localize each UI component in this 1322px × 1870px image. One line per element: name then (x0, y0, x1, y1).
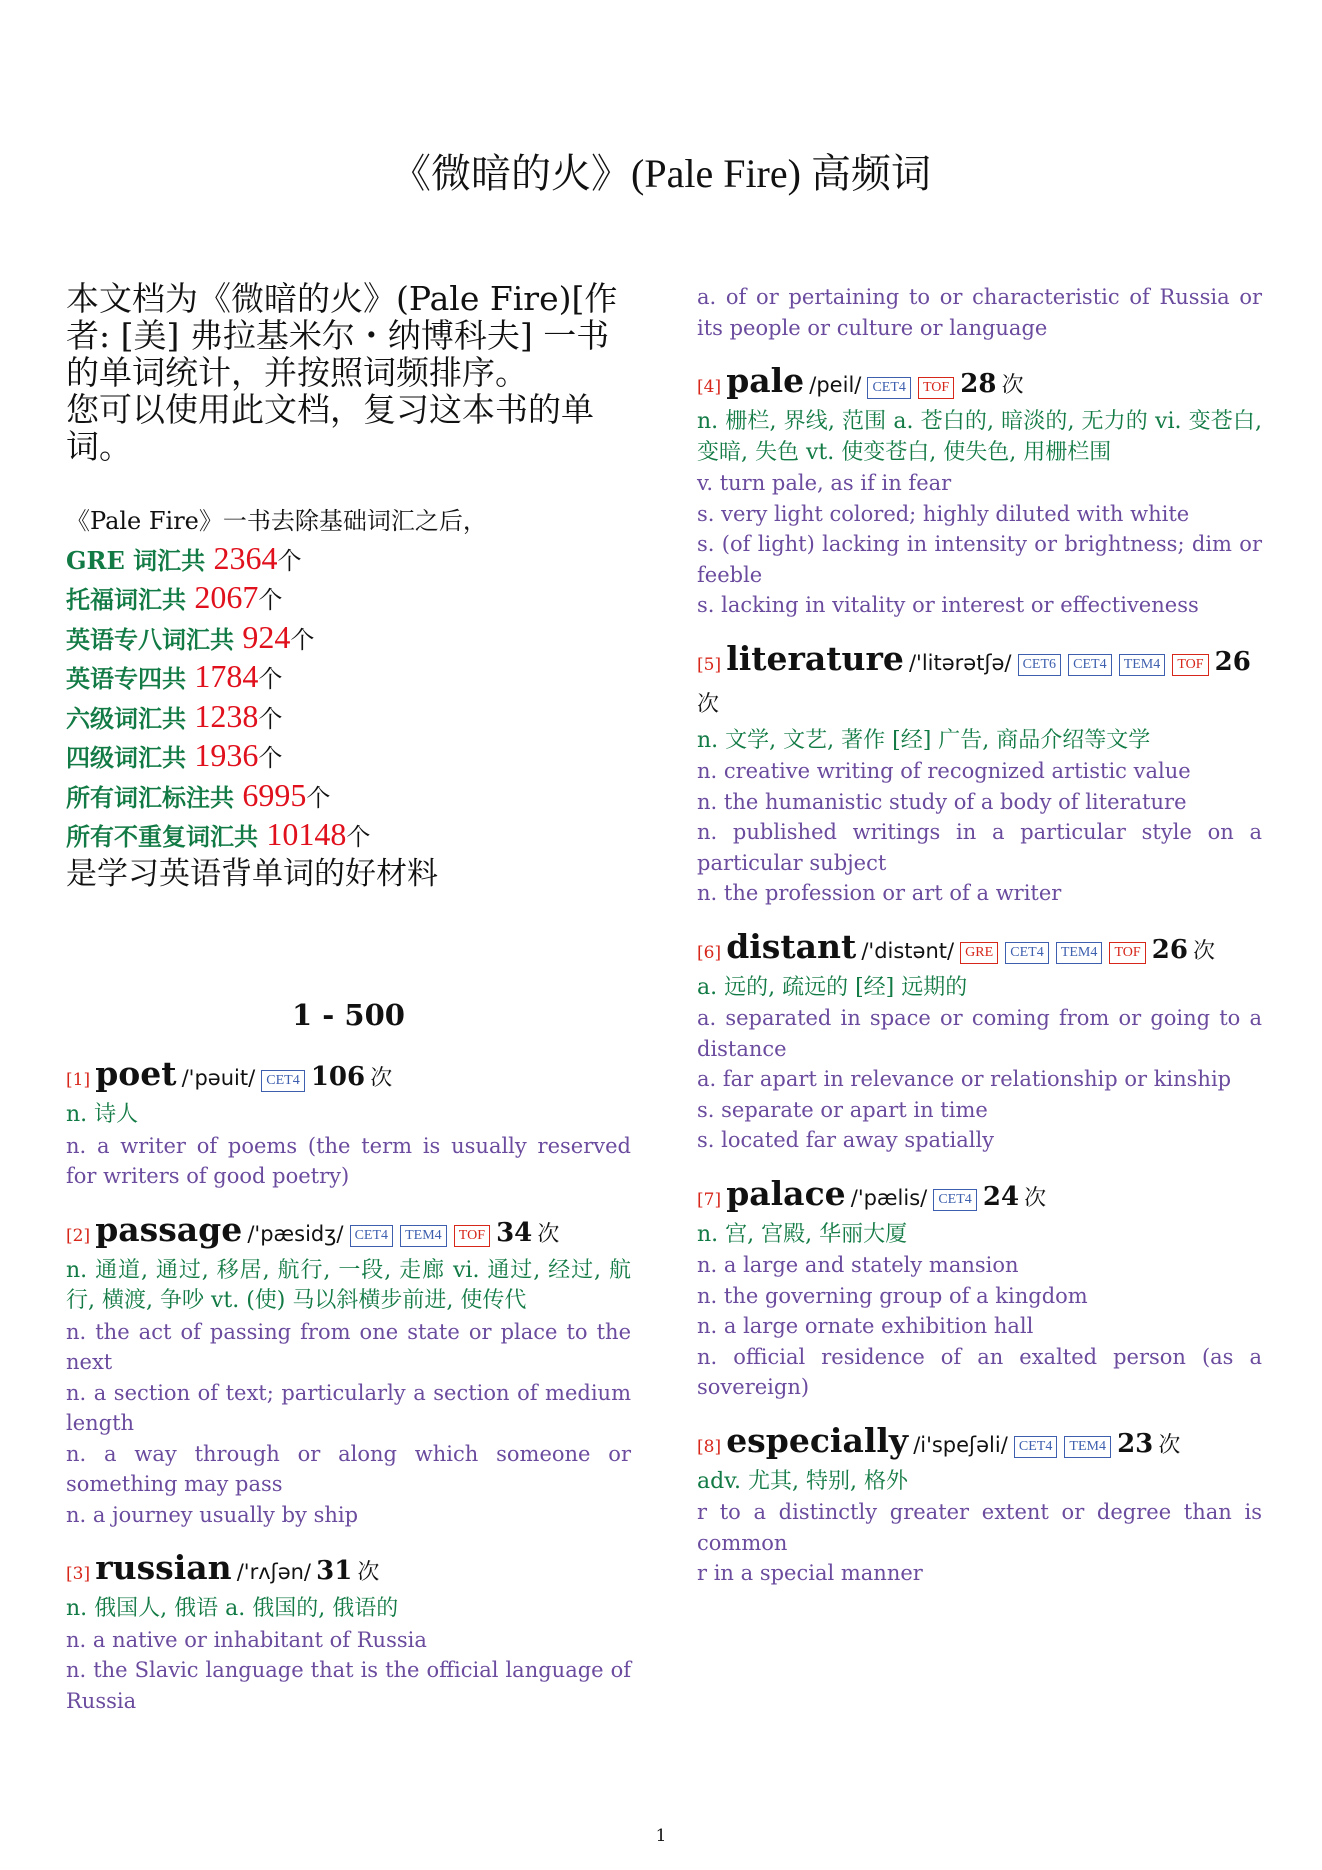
entry-head (66, 1054, 631, 1100)
chinese-definition: a. 远的, 疏远的 [经] 远期的 (697, 974, 968, 1000)
entry-head (697, 1421, 1262, 1467)
entry-index: [8] (697, 1436, 722, 1457)
stats-lead: 《Pale Fire》一书去除基础词汇之后， (66, 507, 487, 535)
stats-row-unique (66, 816, 631, 856)
frequency-unit: 次 (357, 1560, 380, 1585)
word-entry-russian (66, 1548, 631, 1716)
frequency-unit: 次 (370, 1066, 393, 1091)
stats-unit: 个 (258, 586, 283, 614)
frequency-unit: 次 (697, 691, 720, 717)
english-definition: s. very light colored; highly diluted with white (697, 501, 1190, 526)
tag-tof: TOF (454, 1225, 490, 1247)
stats-number: 1784 (194, 658, 259, 694)
english-definition: a. far apart in relevance or relationship or kinship (697, 1067, 1232, 1091)
word-entry-distant (697, 927, 1262, 1156)
tag-cet4: CET4 (933, 1189, 976, 1211)
english-definition: n. a journey usually by ship (66, 1502, 359, 1527)
range-heading: 1 - 500 (292, 998, 405, 1032)
left-column (66, 280, 631, 1734)
intro-line-2: 您可以使用此文档，复习这本书的单词。 (66, 390, 594, 466)
entry-head (697, 361, 1262, 407)
intro-line-1: 本文档为《微暗的火》(Pale Fire)[作者: [美] 弗拉基米尔・纳博科夫] 一书的单词统计，并按照词频排序。 (66, 279, 618, 392)
tag-tem4: TEM4 (1056, 942, 1103, 964)
stats-label: 六级词汇共 (66, 703, 195, 733)
phonetic: /i'speʃəli/ (913, 1432, 1008, 1457)
entry-index: [1] (66, 1070, 91, 1090)
tag-tof: TOF (1109, 942, 1145, 964)
tag-cet4: CET4 (1005, 942, 1048, 964)
right-column (697, 282, 1262, 1607)
stats-label: 英语专四共 (66, 664, 195, 693)
tag-tof: TOF (1172, 654, 1208, 676)
english-definition: n. a section of text; particularly a section of medium length (66, 1380, 631, 1435)
stats-row-tem8 (66, 619, 631, 659)
english-definition: r to a distinctly greater extent or degree than is common (697, 1500, 1262, 1555)
english-definition: n. creative writing of recognized artistic value (697, 759, 1191, 783)
word-entry-russian-continued (697, 282, 1262, 343)
frequency-count: 34 (496, 1217, 533, 1248)
frequency-count: 31 (316, 1556, 353, 1586)
stats-unit: 个 (290, 625, 315, 654)
chinese-definition: n. 文学, 文艺, 著作 [经] 广告, 商品介绍等文学 (697, 727, 1151, 753)
entry-head (66, 1210, 631, 1256)
page-number: 1 (655, 1826, 667, 1846)
tag-cet4: CET4 (350, 1225, 393, 1247)
stats-unit: 个 (258, 744, 283, 772)
headword: russian (95, 1548, 232, 1587)
phonetic: /'rʌʃən/ (236, 1560, 312, 1584)
english-definition: n. a writer of poems (the term is usually reserved for writers of good poetry) (66, 1133, 631, 1188)
english-definition: n. the humanistic study of a body of literature (697, 789, 1187, 814)
headword: especially (726, 1420, 909, 1460)
entry-index: [4] (697, 377, 722, 397)
intro-paragraph (66, 280, 631, 465)
english-definition: n. a way through or along which someone or something may pass (66, 1441, 631, 1496)
entry-head (697, 927, 1262, 973)
tag-gre: GRE (960, 942, 998, 964)
english-definition: n. the profession or art of a writer (697, 881, 1062, 905)
english-definition: n. the governing group of a kingdom (697, 1283, 1088, 1308)
stats-unit: 个 (258, 665, 283, 693)
tag-cet4: CET4 (867, 377, 910, 399)
stats-row-toefl (66, 579, 631, 619)
phonetic: /'pəuit/ (181, 1066, 256, 1090)
tag-cet4: CET4 (261, 1070, 304, 1092)
stats-number: 10148 (266, 816, 347, 852)
word-entry-literature (697, 639, 1262, 909)
english-definition: a. of or pertaining to or characteristic of Russia or its people or culture or language (697, 285, 1262, 340)
english-definition: n. the act of passing from one state or place to the next (66, 1319, 631, 1374)
word-entry-palace (697, 1174, 1262, 1403)
english-definition: s. (of light) lacking in intensity or brightness; dim or feeble (697, 532, 1262, 587)
stats-label: 托福词汇共 (66, 585, 195, 614)
stats-row-all-tagged (66, 777, 631, 817)
stats-label: 四级词汇共 (66, 743, 195, 772)
stats-unit: 个 (258, 704, 283, 733)
entry-head (66, 1548, 631, 1594)
phonetic: /peil/ (809, 373, 862, 397)
phonetic: /'litərətʃə/ (908, 650, 1012, 675)
stats-row-tem4 (66, 658, 631, 698)
english-definition: s. lacking in vitality or interest or effectiveness (697, 593, 1199, 617)
english-definition: n. published writings in a particular style on a particular subject (697, 820, 1262, 875)
phonetic: /'pælis/ (850, 1185, 928, 1210)
chinese-definition: n. 宫, 宫殿, 华丽大厦 (697, 1221, 908, 1247)
entry-head (697, 639, 1262, 726)
stats-row-cet6 (66, 698, 631, 738)
english-definition: n. official residence of an exalted person (as a sovereign) (697, 1344, 1262, 1399)
stats-label: 所有词汇标注共 (66, 782, 243, 812)
word-entry-passage (66, 1210, 631, 1531)
frequency-count: 24 (982, 1181, 1020, 1212)
entry-index: [2] (66, 1225, 91, 1246)
tag-tem4: TEM4 (1064, 1436, 1111, 1458)
phonetic: /'distənt/ (861, 938, 955, 963)
headword: distant (726, 926, 857, 966)
english-definition: s. separate or apart in time (697, 1097, 988, 1122)
frequency-count: 106 (310, 1062, 366, 1092)
document-title: 《微暗的火》(Pale Fire) 高频词 (391, 151, 931, 196)
english-definition: n. a large and stately mansion (697, 1253, 1019, 1277)
english-definition: v. turn pale, as if in fear (697, 471, 952, 495)
entry-index: [3] (66, 1564, 91, 1584)
stats-number: 1238 (194, 697, 259, 734)
stats-unit: 个 (346, 823, 371, 851)
frequency-unit: 次 (1024, 1185, 1047, 1211)
word-entry-pale (697, 361, 1262, 621)
frequency-unit: 次 (1193, 938, 1216, 964)
stats-row-cet4 (66, 737, 631, 777)
tag-tof: TOF (918, 377, 954, 399)
english-definition: n. a large ornate exhibition hall (697, 1314, 1034, 1338)
stats-label: GRE 词汇共 (66, 545, 214, 575)
english-definition: s. located far away spatially (697, 1128, 995, 1152)
tag-cet4: CET4 (1014, 1436, 1057, 1458)
frequency-count: 26 (1214, 646, 1251, 677)
stats-row-gre (66, 540, 631, 580)
stats-number: 2067 (194, 579, 259, 615)
word-entry-poet (66, 1054, 631, 1192)
english-definition: a. separated in space or coming from or going to a distance (697, 1006, 1262, 1061)
stats-number: 2364 (213, 539, 278, 576)
headword: literature (726, 638, 904, 678)
headword: poet (95, 1054, 177, 1093)
stats-number: 924 (242, 618, 291, 655)
vocab-stats (66, 503, 631, 892)
english-definition: n. the Slavic language that is the official language of Russia (66, 1658, 631, 1713)
chinese-definition: n. 栅栏, 界线, 范围 a. 苍白的, 暗淡的, 无力的 vi. 变苍白, 变暗, 失色 vt. 使变苍白, 使失色, 用栅栏围 (697, 409, 1262, 465)
word-entry-especially (697, 1421, 1262, 1589)
english-definition: r in a special manner (697, 1561, 923, 1585)
chinese-definition: n. 诗人 (66, 1102, 139, 1127)
headword: pale (726, 361, 805, 400)
tag-tem4: TEM4 (1119, 654, 1166, 676)
stats-unit: 个 (277, 546, 302, 575)
entry-index: [7] (697, 1189, 722, 1210)
entry-index: [6] (697, 942, 722, 963)
tag-cet6: CET6 (1018, 654, 1061, 676)
chinese-definition: n. 通道, 通过, 移居, 航行, 一段, 走廊 vi. 通过, 经过, 航行, 横渡, 争吵 vt. (使) 马以斜横步前进, 使传代 (66, 1257, 631, 1313)
frequency-count: 26 (1151, 934, 1188, 965)
stats-unit: 个 (306, 783, 331, 812)
stats-number: 6995 (242, 776, 307, 813)
stats-label: 英语专八词汇共 (66, 624, 243, 654)
frequency-unit: 次 (1001, 373, 1024, 398)
stats-tail: 是学习英语背单词的好材料 (66, 855, 438, 892)
tag-tem4: TEM4 (400, 1225, 447, 1247)
chinese-definition: adv. 尤其, 特别, 格外 (697, 1468, 908, 1494)
headword: passage (95, 1209, 243, 1249)
frequency-count: 23 (1117, 1428, 1154, 1459)
tag-cet4: CET4 (1068, 654, 1111, 676)
frequency-unit: 次 (537, 1221, 560, 1247)
stats-number: 1936 (194, 737, 259, 773)
english-definition: n. a native or inhabitant of Russia (66, 1627, 427, 1652)
frequency-unit: 次 (1158, 1432, 1181, 1458)
entry-head (697, 1174, 1262, 1220)
chinese-definition: n. 俄国人, 俄语 a. 俄国的, 俄语的 (66, 1596, 399, 1621)
entry-index: [5] (697, 654, 722, 675)
frequency-count: 28 (960, 369, 997, 399)
headword: palace (726, 1173, 846, 1213)
stats-label: 所有不重复词汇共 (66, 822, 267, 851)
phonetic: /'pæsidʒ/ (247, 1221, 344, 1246)
